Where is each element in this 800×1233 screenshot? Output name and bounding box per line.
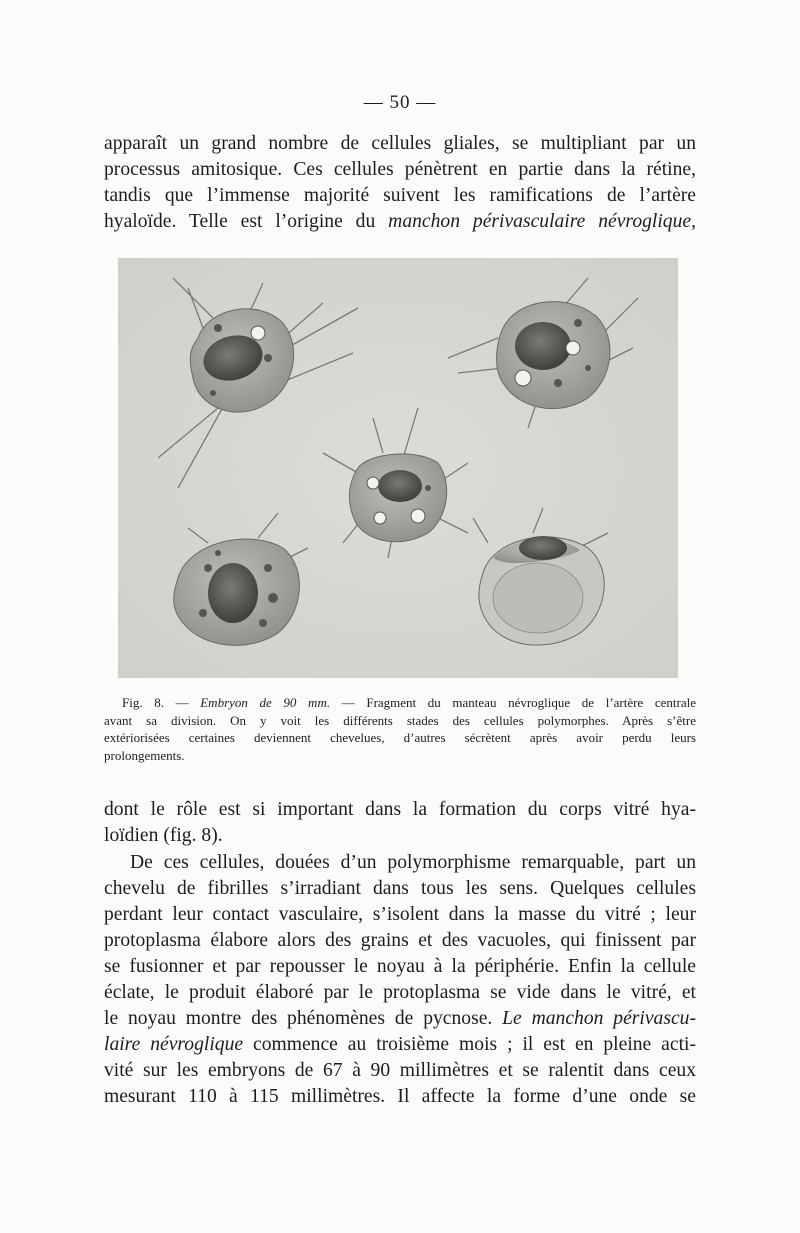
text-line: apparaît un grand nombre de cellules gliales, se multipliant par un — [104, 133, 696, 154]
text-line — [104, 1006, 696, 1032]
text-line: De ces cellules, douées d’un polymorphisme remarquable, part un — [130, 852, 696, 873]
paragraph-intro — [104, 131, 696, 235]
text-line: tandis que l’immense majorité suivent les ramifications de l’artère — [104, 185, 696, 206]
text-line: mesurant 110 à 115 millimètres. Il affecte la forme d’une onde se — [104, 1086, 696, 1107]
paragraph-polymorphism — [104, 850, 696, 1110]
figure-8-plate — [118, 258, 678, 678]
paragraph-role — [104, 797, 696, 849]
italic-term: manchon périvasculaire névroglique, — [388, 211, 696, 232]
caption-line — [104, 694, 696, 712]
caption-line: prolongements. — [104, 747, 185, 763]
caption-line: extériorisées certaines deviennent chevelues, d’autres sécrètent après avoir perdu leurs — [104, 730, 696, 745]
text-line: loïdien (fig. 8). — [104, 825, 223, 846]
text-line: perdant leur contact vasculaire, s’isolent dans la masse du vitré ; leur — [104, 904, 696, 925]
italic-term: Le manchon périvascu- — [502, 1008, 696, 1029]
text-fragment: hyaloïde. Telle est l’origine du — [104, 211, 389, 232]
figure-caption — [104, 694, 696, 764]
text-line: dont le rôle est si important dans la formation du corps vitré hya- — [104, 799, 696, 820]
text-line: chevelu de fibrilles s’irradiant dans tous les sens. Quelques cellules — [104, 878, 696, 899]
glial-cells-illustration — [118, 258, 678, 678]
text-line: vité sur les embryons de 67 à 90 millimètres et se ralentit dans ceux — [104, 1060, 696, 1081]
caption-text: — Fragment du manteau névroglique de l’artère centrale — [330, 695, 696, 710]
text-line: se fusionner et par repousser le noyau à la périphérie. Enfin la cellule — [104, 956, 696, 977]
text-fragment: le noyau montre des phénomènes de pycnose. — [104, 1008, 503, 1029]
caption-line: avant sa division. On y voit les différents stades des cellules polymorphes. Après s’être — [104, 712, 696, 728]
figure-label: Fig. 8. — — [122, 695, 201, 710]
page-number: — 50 — — [363, 92, 437, 113]
text-line: éclate, le produit élaboré par le protoplasma se vide dans le vitré, et — [104, 982, 696, 1003]
text-line — [104, 1032, 696, 1058]
text-line — [104, 209, 696, 235]
text-line: processus amitosique. Ces cellules pénètrent en partie dans la rétine, — [104, 159, 696, 180]
italic-term: laire névroglique — [104, 1034, 244, 1055]
text-line: protoplasma élabore alors des grains et des vacuoles, qui finissent par — [104, 930, 696, 951]
text-fragment: commence au troisième mois ; il est en pleine acti- — [243, 1034, 696, 1055]
figure-title: Embryon de 90 mm. — [200, 695, 331, 710]
